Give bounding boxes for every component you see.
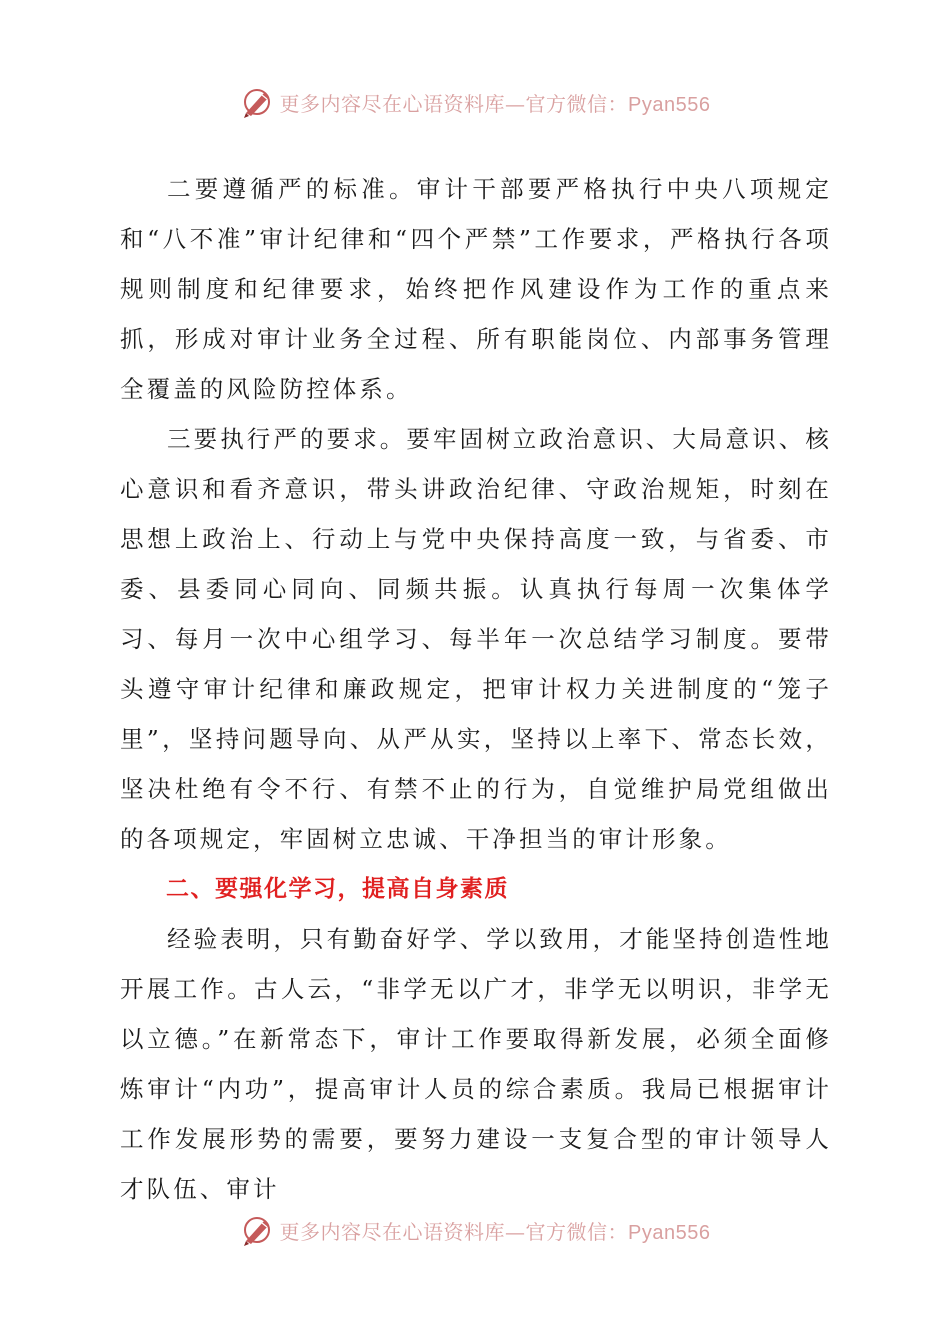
section-heading-study: 二、要强化学习，提高自身素质 (166, 876, 509, 902)
watermark-wechat-id: Pyan556 (628, 93, 711, 116)
pen-logo-icon (240, 1213, 276, 1247)
header-watermark (0, 82, 950, 122)
watermark-text: 更多内容尽在心语资料库—官方微信：Pyan556 (279, 91, 711, 116)
paragraph-strict-standard: 二要遵循严的标准。审计干部要严格执行中央八项规定和“八不准”审计纪律和“四个严禁”工作要求，严格执行各项规则制度和纪律要求，始终把作风建设作为工作的重点来抓，形成对审计业务全过程、所有职能岗位、内部事务管理全覆盖的风险防控体系。 (120, 175, 832, 403)
pen-logo-icon (240, 85, 276, 119)
paragraph-strict-requirements: 三要执行严的要求。要牢固树立政治意识、大局意识、核心意识和看齐意识，带头讲政治纪律、守政治规矩，时刻在思想上政治上、行动上与党中央保持高度一致，与省委、市委、县委同心同向、同频共振。认真执行每周一次集体学习、每月一次中心组学习、每半年一次总结学习制度。要带头遵守审计纪律和廉政规定，把审计权力关进制度的“笼子里”，坚持问题导向、从严从实，坚持以上率下、常态长效，坚决杜绝有令不行、有禁不止的行为，自觉维护局党组做出的各项规定，牢固树立忠诚、干净担当的审计形象。 (120, 425, 832, 853)
paragraph-learning: 经验表明，只有勤奋好学、学以致用，才能坚持创造性地开展工作。古人云，“非学无以广才，非学无以明识，非学无以立德。”在新常态下，审计工作要取得新发展，必须全面修炼审计“内功”，提高审计人员的综合素质。我局已根据审计工作发展形势的需要，要努力建设一支复合型的审计领导人才队伍、审计 (120, 925, 832, 1203)
watermark-text: 更多内容尽在心语资料库—官方微信：Pyan556 (279, 1219, 711, 1244)
footer-watermark (0, 1210, 950, 1250)
watermark-wechat-id: Pyan556 (628, 1221, 711, 1244)
document-body (120, 164, 832, 1214)
